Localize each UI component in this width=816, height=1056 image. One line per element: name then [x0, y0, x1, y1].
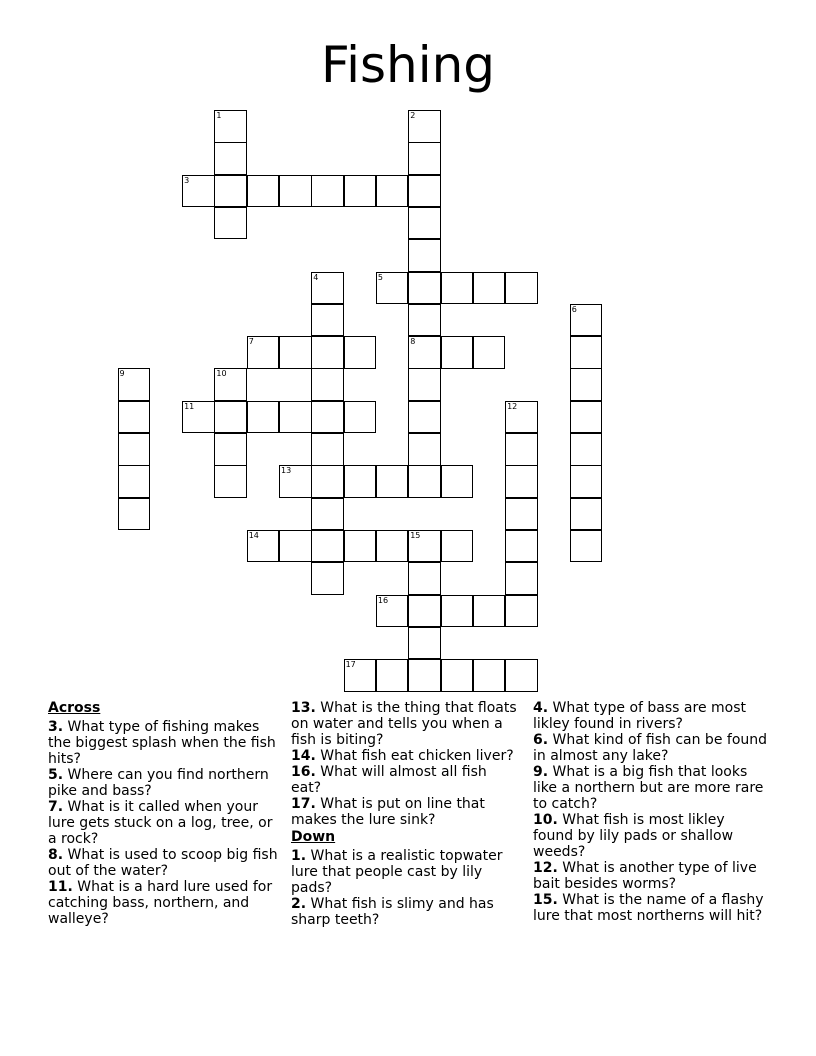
clue-number: 4: [313, 272, 319, 282]
clue-column-1: [48, 700, 280, 927]
grid-cell[interactable]: [344, 175, 377, 208]
grid-cell[interactable]: [214, 433, 247, 466]
grid-cell[interactable]: [279, 465, 312, 498]
grid-cell[interactable]: [376, 595, 409, 628]
grid-cell[interactable]: [408, 142, 441, 175]
grid-cell[interactable]: [118, 465, 151, 498]
grid-cell[interactable]: [505, 272, 538, 305]
grid-cell[interactable]: [247, 401, 280, 434]
clue-number: 3: [184, 175, 190, 185]
grid-cell[interactable]: [408, 401, 441, 434]
grid-cell[interactable]: [247, 530, 280, 563]
grid-cell[interactable]: [311, 272, 344, 305]
grid-cell[interactable]: [311, 336, 344, 369]
grid-cell[interactable]: [441, 659, 474, 692]
grid-cell[interactable]: [473, 272, 506, 305]
grid-cell[interactable]: [441, 465, 474, 498]
clue-column-3: [533, 700, 768, 924]
grid-cell[interactable]: [376, 530, 409, 563]
grid-cell[interactable]: [408, 530, 441, 563]
clue-down-10: 10. What fish is most likley found by lily pads or shallow weeds?: [533, 812, 734, 860]
clue-across-3: 3. What type of fishing makes the biggest splash when the fish hits?: [48, 719, 276, 767]
clue-number: 16: [377, 595, 389, 605]
grid-cell[interactable]: [214, 175, 247, 208]
grid-cell[interactable]: [279, 175, 312, 208]
clue-number: 8: [410, 337, 416, 347]
clue-column-2: [291, 700, 521, 928]
grid-cell[interactable]: [408, 595, 441, 628]
clue-down-9: 9. What is a big fish that looks like a northern but are more rare to catch?: [533, 764, 764, 812]
clue-number: 12: [507, 401, 518, 411]
clue-across-17: 17. What is put on line that makes the lure sink?: [291, 796, 485, 828]
grid-cell[interactable]: [441, 272, 474, 305]
grid-cell[interactable]: [247, 175, 280, 208]
grid-cell[interactable]: [182, 401, 215, 434]
grid-cell[interactable]: [408, 433, 441, 466]
grid-cell[interactable]: [473, 595, 506, 628]
clue-number: 11: [184, 401, 195, 411]
grid-cell[interactable]: [473, 336, 506, 369]
clue-number: 13: [281, 466, 292, 476]
grid-cell[interactable]: [311, 530, 344, 563]
grid-cell[interactable]: [570, 336, 603, 369]
grid-cell[interactable]: [408, 304, 441, 337]
clue-number: 7: [248, 337, 254, 347]
grid-cell[interactable]: [279, 336, 312, 369]
grid-cell[interactable]: [118, 401, 151, 434]
grid-cell[interactable]: [408, 659, 441, 692]
down-heading: Down: [291, 829, 336, 845]
grid-cell[interactable]: [408, 272, 441, 305]
grid-cell[interactable]: [408, 336, 441, 369]
page-title: Fishing: [320, 36, 496, 94]
grid-cell[interactable]: [505, 530, 538, 563]
clue-across-8: 8. What is used to scoop big fish out of the water?: [48, 847, 278, 879]
grid-cell[interactable]: [311, 304, 344, 337]
grid-cell[interactable]: [408, 368, 441, 401]
grid-cell[interactable]: [473, 659, 506, 692]
grid-cell[interactable]: [214, 368, 247, 401]
clue-down-15: 15. What is the name of a flashy lure that most northerns will hit?: [533, 892, 764, 924]
grid-cell[interactable]: [505, 498, 538, 531]
clue-across-16: 16. What will almost all fish eat?: [291, 764, 487, 796]
clue-across-13: 13. What is the thing that floats on water and tells you when a fish is biting?: [291, 700, 517, 748]
grid-cell[interactable]: [118, 368, 151, 401]
grid-cell[interactable]: [408, 627, 441, 660]
grid-cell[interactable]: [441, 595, 474, 628]
grid-cell[interactable]: [408, 465, 441, 498]
grid-cell[interactable]: [408, 110, 441, 143]
clue-down-1: 1. What is a realistic topwater lure that people cast by lily pads?: [291, 848, 503, 896]
clue-number: 6: [571, 304, 577, 314]
grid-cell[interactable]: [214, 110, 247, 143]
clue-across-14: 14. What fish eat chicken liver?: [291, 748, 514, 764]
grid-cell[interactable]: [214, 207, 247, 240]
grid-cell[interactable]: [570, 465, 603, 498]
grid-cell[interactable]: [344, 659, 377, 692]
grid-cell[interactable]: [570, 368, 603, 401]
clue-number: 5: [377, 272, 383, 282]
clue-number: 17: [345, 660, 356, 670]
grid-cell[interactable]: [214, 142, 247, 175]
grid-cell[interactable]: [505, 401, 538, 434]
grid-cell[interactable]: [570, 433, 603, 466]
grid-cell[interactable]: [505, 659, 538, 692]
clue-across-11: 11. What is a hard lure used for catching bass, northern, and walleye?: [48, 879, 273, 927]
grid-cell[interactable]: [311, 401, 344, 434]
clue-number: 14: [248, 530, 259, 540]
grid-cell[interactable]: [311, 368, 344, 401]
across-heading: Across: [48, 700, 101, 716]
grid-cell[interactable]: [505, 595, 538, 628]
clue-number: 15: [410, 530, 421, 540]
grid-cell[interactable]: [311, 562, 344, 595]
clue-down-12: 12. What is another type of live bait besides worms?: [533, 860, 757, 892]
clue-down-6: 6. What kind of fish can be found in almost any lake?: [533, 732, 768, 764]
grid-cell[interactable]: [279, 401, 312, 434]
grid-cell[interactable]: [344, 401, 377, 434]
grid-cell[interactable]: [408, 562, 441, 595]
grid-cell[interactable]: [376, 659, 409, 692]
grid-cell[interactable]: [441, 530, 474, 563]
grid-cell[interactable]: [247, 336, 280, 369]
grid-cell[interactable]: [311, 498, 344, 531]
grid-cell[interactable]: [118, 433, 151, 466]
grid-cell[interactable]: [214, 465, 247, 498]
grid-cell[interactable]: [214, 401, 247, 434]
clue-number: 1: [216, 111, 222, 120]
grid-cell[interactable]: [570, 304, 603, 337]
grid-cell[interactable]: [376, 465, 409, 498]
grid-cell[interactable]: [505, 465, 538, 498]
grid-cell[interactable]: [344, 530, 377, 563]
grid-cell[interactable]: [408, 239, 441, 272]
clue-across-7: 7. What is it called when your lure gets stuck on a log, tree, or a rock?: [48, 799, 273, 847]
grid-cell[interactable]: [505, 433, 538, 466]
grid-cell[interactable]: [570, 498, 603, 531]
clue-across-5: 5. Where can you find northern pike and bass?: [48, 767, 269, 799]
clue-number: 2: [410, 111, 416, 120]
grid-cell[interactable]: [570, 530, 603, 563]
grid-cell[interactable]: [408, 175, 441, 208]
grid-cell[interactable]: [408, 207, 441, 240]
grid-cell[interactable]: [376, 175, 409, 208]
grid-cell[interactable]: [441, 336, 474, 369]
grid-cell[interactable]: [182, 175, 215, 208]
clue-number: 10: [216, 369, 227, 379]
grid-cell[interactable]: [570, 401, 603, 434]
grid-cell[interactable]: [279, 530, 312, 563]
grid-cell[interactable]: [505, 562, 538, 595]
grid-cell[interactable]: [311, 433, 344, 466]
grid-cell[interactable]: [118, 498, 151, 531]
grid-cell[interactable]: [376, 272, 409, 305]
clue-down-2: 2. What fish is slimy and has sharp teeth?: [291, 896, 494, 928]
clue-down-4: 4. What type of bass are most likley found in rivers?: [533, 700, 746, 732]
clue-number: 9: [119, 369, 125, 379]
grid-cell[interactable]: [344, 465, 377, 498]
grid-cell[interactable]: [311, 465, 344, 498]
grid-cell[interactable]: [344, 336, 377, 369]
grid-cell[interactable]: [311, 175, 344, 208]
